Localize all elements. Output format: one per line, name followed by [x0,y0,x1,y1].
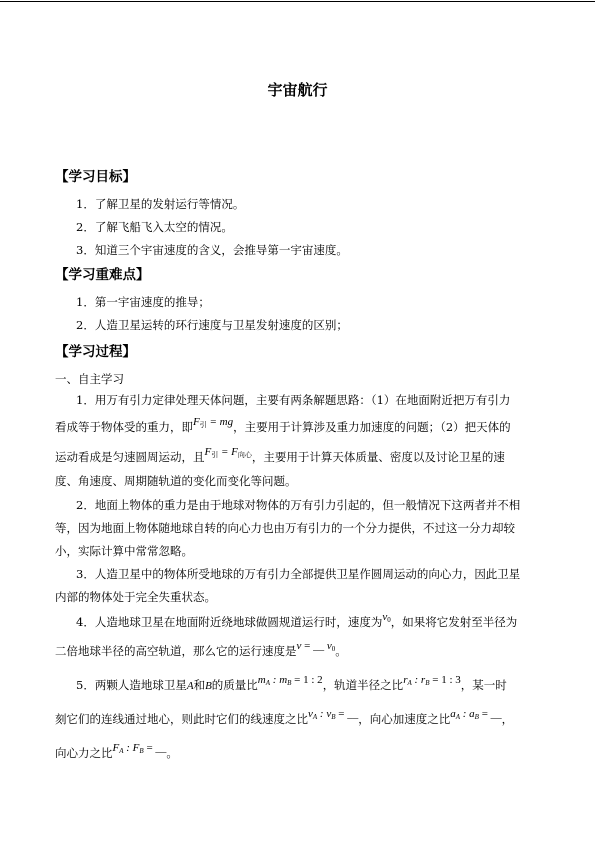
p5-line-3: 向心力之比FA : FB = __。 [55,742,178,760]
formula-speed-blank: v = __ $v_0$ [296,640,336,653]
p5-line-2: 刻它们的连线通过地心，则此时它们的线速度之比vA : vB = __，向心加速度之比aA : aB = __， [55,708,514,726]
p2-line-1: 2．地面上物体的重力是由于地球对物体的万有引力引起的，但一般情况下这两者并不相 [76,498,521,512]
p3-line-1: 3．人造卫星中的物体所受地球的万有引力全部提供卫星作圆周运动的向心力，因此卫星 [76,567,521,581]
key-points-heading: 【学习重难点】 [55,267,150,283]
goal-item-3: 3．知道三个宇宙速度的含义，会推导第一宇宙速度。 [76,243,348,257]
key-point-item-2: 2．人造卫星运转的环行速度与卫星发射速度的区别； [76,318,348,332]
section-self-study: 一、自主学习 [55,372,124,386]
page-title: 宇宙航行 [267,81,328,99]
formula-v0: $v_0$ [382,611,391,624]
formula-gravity-weight: $F_引$ = mg [193,416,234,429]
p1-line-2: 看成等于物体受的重力，即$F_引$ = mg，主要用于计算涉及重力加速度的问题；（2）把天体的 [55,416,511,434]
process-heading: 【学习过程】 [55,344,136,360]
p3-line-2: 内部的物体处于完全失重状态。 [55,590,216,604]
p1-line-3: 运动看成是匀速圆周运动，且$F_引 = F_{向心}$，主要用于计算天体质量、密度以及讨论卫星的速 [55,446,505,464]
p2-line-2: 等，因为地面上物体随地球自转的向心力也由万有引力的一个分力提供，不过这一分力却较 [55,521,515,535]
p2-line-3: 小，实际计算中常常忽略。 [55,544,193,558]
goals-heading: 【学习目标】 [55,169,136,185]
formula-mass-ratio: mA : mB = 1 : 2 [257,674,323,687]
p1-line-1: 1．用万有引力定律处理天体问题，主要有两条解题思路：（1）在地面附近把万有引力 [76,393,511,407]
formula-gravity-centripetal: $F_引 = F_{向心}$ [204,446,252,459]
top-rule [0,1,595,2]
key-point-item-1: 1．第一宇宙速度的推导； [76,295,210,309]
goal-item-2: 2．了解飞船飞入太空的情况。 [76,220,233,234]
formula-acceleration-ratio: aA : aB = __ [450,708,502,721]
formula-force-ratio: FA : FB = __ [112,742,167,755]
p5-line-1: 5．两颗人造地球卫星A和B的质量比mA : mB = 1 : 2，轨道半径之比rA : rB = 1 : 3，某一时 [76,674,507,692]
formula-velocity-ratio: vA : vB = __ [308,708,359,721]
p1-line-4: 度、角速度、周期随轨道的变化而变化等问题。 [55,474,297,488]
formula-radius-ratio: rA : rB = 1 : 3 [403,674,461,687]
p4-line-1: 4．人造地球卫星在地面附近绕地球做圆规道运行时，速度为$v_0$，如果将它发射至半径为 [76,611,518,629]
p4-line-2: 二倍地球半径的高空轨道，那么它的运行速度是v = __ $v_0$。 [55,640,347,658]
goal-item-1: 1．了解卫星的发射运行等情况。 [76,197,245,211]
